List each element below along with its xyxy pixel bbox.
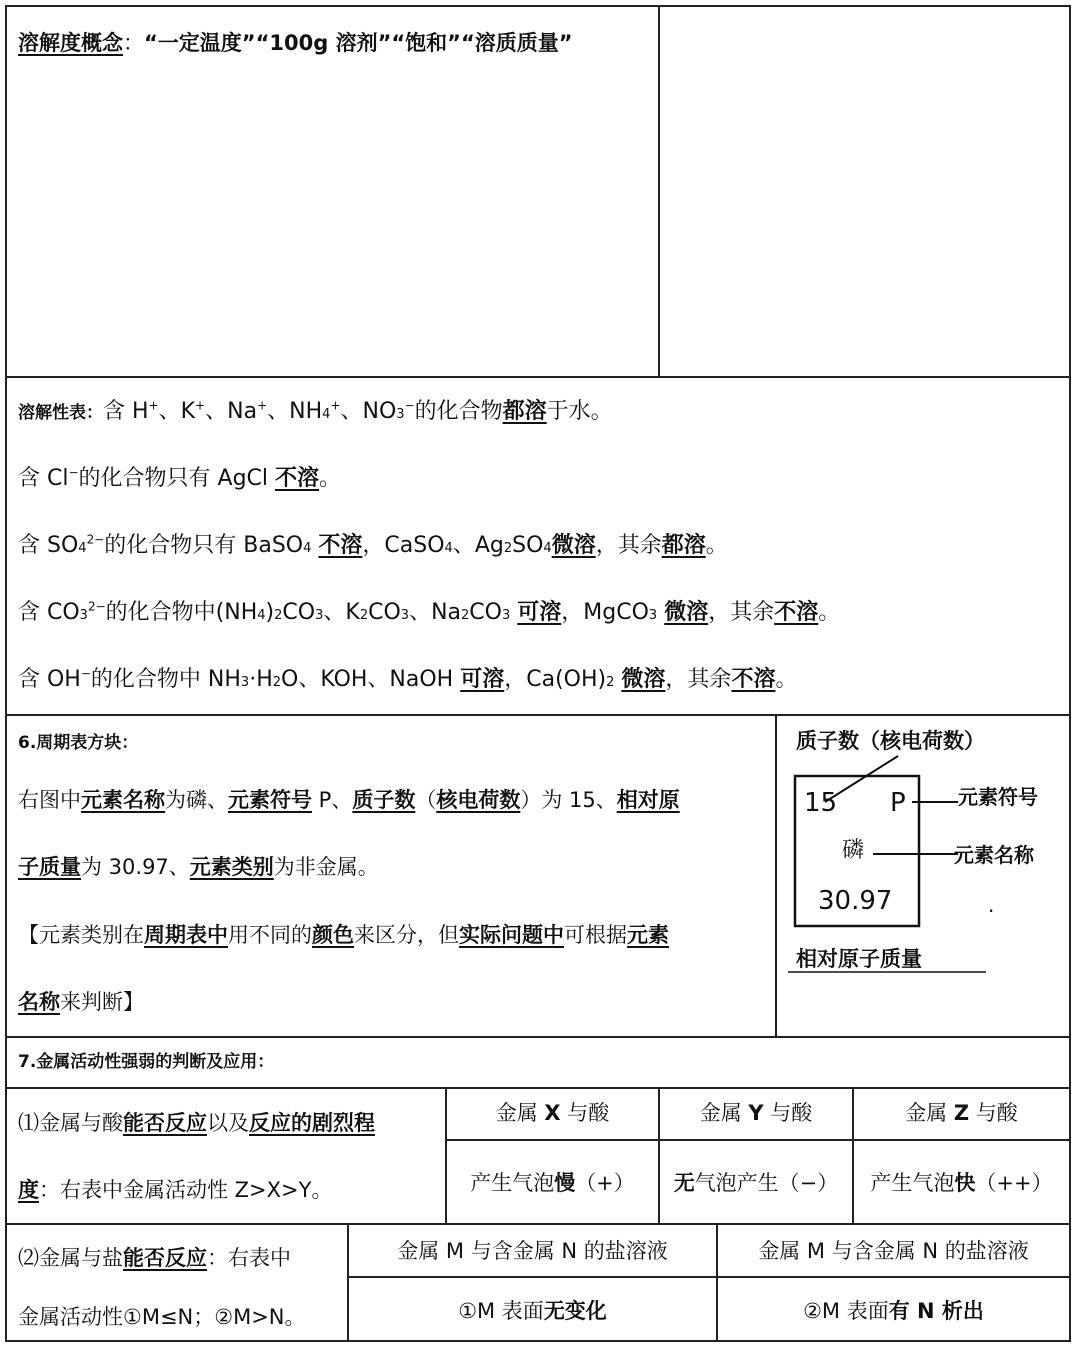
emphasis: 元素: [627, 923, 669, 947]
text-segment: CO: [368, 600, 401, 625]
text-segment: 含 Cl: [18, 466, 69, 491]
emphasis: 元素符号: [228, 788, 312, 812]
acid-header-x: [447, 1097, 658, 1127]
metal-letter: Y: [748, 1101, 764, 1125]
superscript: −: [404, 398, 415, 413]
emphasis: 微溶: [551, 533, 596, 558]
emphasis: 快: [954, 1171, 976, 1195]
text-segment: 。: [818, 600, 841, 625]
text-segment: 金属: [905, 1101, 954, 1125]
divider-periodic: [775, 714, 777, 1037]
text-segment: ：右表中金属活动性 Z>X>Y。: [39, 1178, 333, 1202]
periodic-para-1: [18, 785, 680, 815]
proton-number-label: 质子数（核电荷数）: [796, 728, 985, 753]
text-segment: 来区分，但: [354, 923, 459, 947]
superscript: +: [257, 398, 268, 413]
acid-result-y: [660, 1167, 852, 1197]
divider-2: [5, 714, 1071, 716]
text-segment: 与酸: [560, 1101, 610, 1125]
emphasis: 有 N 析出: [888, 1299, 984, 1323]
superscript: −: [68, 465, 79, 480]
atomic-number: 15: [804, 788, 838, 818]
divider-4: [5, 1087, 1071, 1089]
text-segment: 金属: [495, 1101, 545, 1125]
text-segment: CO: [282, 600, 316, 625]
emphasis: 周期表中: [144, 923, 228, 947]
text-segment: 的化合物只有 AgCl: [78, 466, 276, 491]
divider-5: [5, 1223, 1071, 1225]
mass-label: 相对原子质量: [796, 946, 922, 971]
subscript: 4: [257, 608, 266, 623]
border-bottom: [5, 1340, 1071, 1342]
divider-top-right: [658, 5, 660, 377]
subscript: 2: [503, 541, 513, 556]
text-segment: 、Ag: [452, 533, 504, 558]
text-segment: ): [265, 600, 275, 625]
text-segment: ，其余: [665, 667, 732, 692]
text-segment: ①M 表面: [458, 1299, 544, 1323]
emphasis: 都溶: [502, 399, 547, 424]
text-segment: 为非金属。: [273, 855, 379, 879]
border-left: [5, 5, 7, 1342]
subscript: 4: [543, 541, 552, 556]
superscript: +: [195, 398, 206, 413]
text-segment: ，CaSO: [362, 533, 445, 558]
text-segment: SO: [512, 533, 544, 558]
subscript: 3: [315, 608, 324, 623]
subscript: 3: [240, 675, 250, 690]
text-segment: 的化合物只有 BaSO: [104, 533, 304, 558]
salt-result-1: [349, 1295, 716, 1325]
emphasis: 不溶: [275, 466, 320, 491]
text-segment: ）为 15、: [520, 788, 617, 812]
subscript: 4: [303, 541, 312, 556]
salt-header-2: 金属 M 与含金属 N 的盐溶液: [758, 1239, 1029, 1263]
solubility-concept-text: “一定温度”“100g 溶剂”“饱和”“溶质质量”: [144, 31, 573, 55]
text-segment: 【元素类别在: [18, 923, 144, 947]
superscript: 2−: [86, 532, 105, 547]
emphasis: 能否反应: [123, 1111, 207, 1135]
text-segment: 的化合物中 NH: [90, 667, 241, 692]
emphasis: 能否反应: [123, 1246, 207, 1270]
salt-header-1: 金属 M 与含金属 N 的盐溶液: [397, 1239, 668, 1263]
divider-3: [5, 1036, 1071, 1038]
metal-letter: X: [544, 1101, 561, 1125]
element-figure: [780, 718, 1068, 1034]
divider-1: [5, 376, 1071, 378]
salt-rule-line-2: 金属活动性①M≤N；②M>N。: [18, 1305, 306, 1329]
solubility-line-4: [18, 598, 840, 631]
subscript: 3: [501, 608, 511, 623]
solubility-line-5: [18, 665, 797, 698]
salt-rule-line-1: [18, 1243, 291, 1273]
text-segment: ，其余: [708, 600, 775, 625]
acid-result-z: [854, 1167, 1069, 1197]
emphasis: 质子数: [352, 788, 416, 812]
text-segment: ，MgCO: [561, 600, 649, 625]
name-label: 元素名称: [954, 843, 1034, 867]
metal-letter: Z: [953, 1101, 970, 1125]
emphasis: 不溶: [318, 533, 363, 558]
emphasis: 微溶: [664, 600, 709, 625]
acid-rule-line-1: [18, 1108, 375, 1138]
text-segment: P、: [312, 788, 353, 812]
periodic-para-3: [18, 920, 669, 950]
emphasis: 相对原: [616, 788, 680, 812]
text-segment: ⑴金属与酸: [18, 1111, 123, 1135]
emphasis: 反应的剧烈程: [249, 1111, 375, 1135]
text-segment: 金属: [699, 1101, 749, 1125]
stray-dot: .: [988, 893, 995, 917]
metal-activity-heading: 7.金属活动性强弱的判断及应用：: [18, 1052, 275, 1072]
emphasis: 度: [18, 1178, 39, 1202]
emphasis: 可溶: [460, 667, 505, 692]
text-segment: 含 SO: [18, 533, 79, 558]
text-segment: 以及: [207, 1111, 249, 1135]
divider-acid-inner: [445, 1139, 1071, 1141]
periodic-para-4: [18, 987, 144, 1017]
divider-salt-inner: [347, 1276, 1071, 1278]
symbol-label: 元素符号: [958, 785, 1038, 809]
text-segment: 于水。: [546, 399, 613, 424]
solubility-concept-colon: ：: [123, 31, 144, 55]
text-segment: 来判断】: [60, 990, 144, 1014]
emphasis: 可溶: [517, 600, 562, 625]
text-segment: ，其余: [595, 533, 662, 558]
text-segment: （++）: [975, 1171, 1053, 1195]
text-segment: （+）: [575, 1171, 635, 1195]
border-right: [1069, 5, 1071, 1342]
subscript: 3: [79, 608, 88, 623]
subscript: 2: [606, 675, 615, 690]
acid-header-z: [854, 1097, 1069, 1127]
emphasis: 元素名称: [81, 788, 165, 812]
superscript: +: [330, 398, 341, 413]
acid-header-y: [660, 1097, 852, 1127]
text-segment: 、NO: [340, 399, 397, 424]
periodic-para-2: [18, 852, 379, 882]
text-segment: 含 H: [103, 399, 149, 424]
text-segment: 与酸: [763, 1101, 813, 1125]
subscript: 2: [461, 608, 470, 623]
text-segment: 气泡产生（−）: [694, 1171, 839, 1195]
subscript: 4: [322, 407, 331, 422]
text-segment: O、KOH、NaOH: [281, 667, 461, 692]
text-segment: 右图中: [18, 788, 81, 812]
emphasis: 子质量: [18, 855, 81, 879]
text-segment: 含 OH: [18, 667, 81, 692]
text-segment: 用不同的: [228, 923, 312, 947]
text-segment: （: [415, 788, 437, 812]
acid-result-x: [447, 1167, 658, 1197]
emphasis: 慢: [554, 1171, 576, 1195]
emphasis: 都溶: [661, 533, 706, 558]
text-segment: 、Na: [205, 399, 258, 424]
superscript: −: [80, 666, 91, 681]
subscript: 3: [400, 608, 410, 623]
superscript: +: [148, 398, 159, 413]
subscript: 4: [444, 541, 453, 556]
emphasis: 实际问题中: [459, 923, 564, 947]
subscript: 2: [272, 675, 282, 690]
subscript: 2: [274, 608, 283, 623]
text-segment: 。: [319, 466, 342, 491]
emphasis: 颜色: [312, 923, 354, 947]
solubility-line-1: [18, 397, 613, 430]
text-segment: 与酸: [969, 1101, 1018, 1125]
emphasis: 不溶: [774, 600, 819, 625]
superscript: 2−: [87, 599, 106, 614]
element-symbol: P: [890, 788, 906, 818]
periodic-heading: 6.周期表方块：: [18, 733, 139, 753]
emphasis: 微溶: [621, 667, 666, 692]
emphasis: 无变化: [543, 1299, 607, 1323]
text-segment: ·H: [249, 667, 273, 692]
element-name: 磷: [842, 838, 865, 863]
salt-result-2: [718, 1295, 1069, 1325]
text-segment: 为磷、: [165, 788, 228, 812]
element-figure-lines: [780, 718, 1068, 1034]
emphasis: 名称: [18, 990, 60, 1014]
subscript: 4: [78, 541, 87, 556]
border-top: [5, 5, 1071, 7]
solubility-concept-line: [18, 28, 573, 58]
atomic-mass: 30.97: [818, 886, 893, 916]
solubility-table-label: 溶解性表：: [18, 403, 103, 423]
subscript: 3: [396, 407, 405, 422]
subscript: 3: [648, 608, 658, 623]
text-segment: 。: [775, 667, 798, 692]
text-segment: 的化合物: [414, 399, 503, 424]
text-segment: 、Na: [409, 600, 462, 625]
text-segment: 含 CO: [18, 600, 80, 625]
emphasis: 无: [673, 1171, 695, 1195]
solubility-concept-label: 溶解度概念: [18, 31, 123, 55]
solubility-line-3: [18, 531, 728, 564]
text-segment: 可根据: [564, 923, 627, 947]
text-segment: CO: [469, 600, 502, 625]
text-segment: ，Ca(OH): [504, 667, 607, 692]
emphasis: 核电荷数: [436, 788, 521, 812]
emphasis: 不溶: [731, 667, 776, 692]
subscript: 2: [359, 608, 369, 623]
text-segment: 产生气泡: [870, 1171, 955, 1195]
text-segment: 、NH: [267, 399, 323, 424]
text-segment: 、K: [158, 399, 196, 424]
acid-rule-line-2: [18, 1175, 332, 1205]
text-segment: ⑵金属与盐: [18, 1246, 123, 1270]
text-segment: 、K: [323, 600, 360, 625]
text-segment: 为 30.97、: [81, 855, 190, 879]
text-segment: ：右表中: [207, 1246, 291, 1270]
text-segment: 的化合物中(NH: [105, 600, 258, 625]
text-segment: 产生气泡: [470, 1171, 555, 1195]
text-segment: ②M 表面: [803, 1299, 889, 1323]
text-segment: 。: [705, 533, 728, 558]
emphasis: 元素类别: [189, 855, 274, 879]
solubility-line-2: [18, 464, 341, 494]
